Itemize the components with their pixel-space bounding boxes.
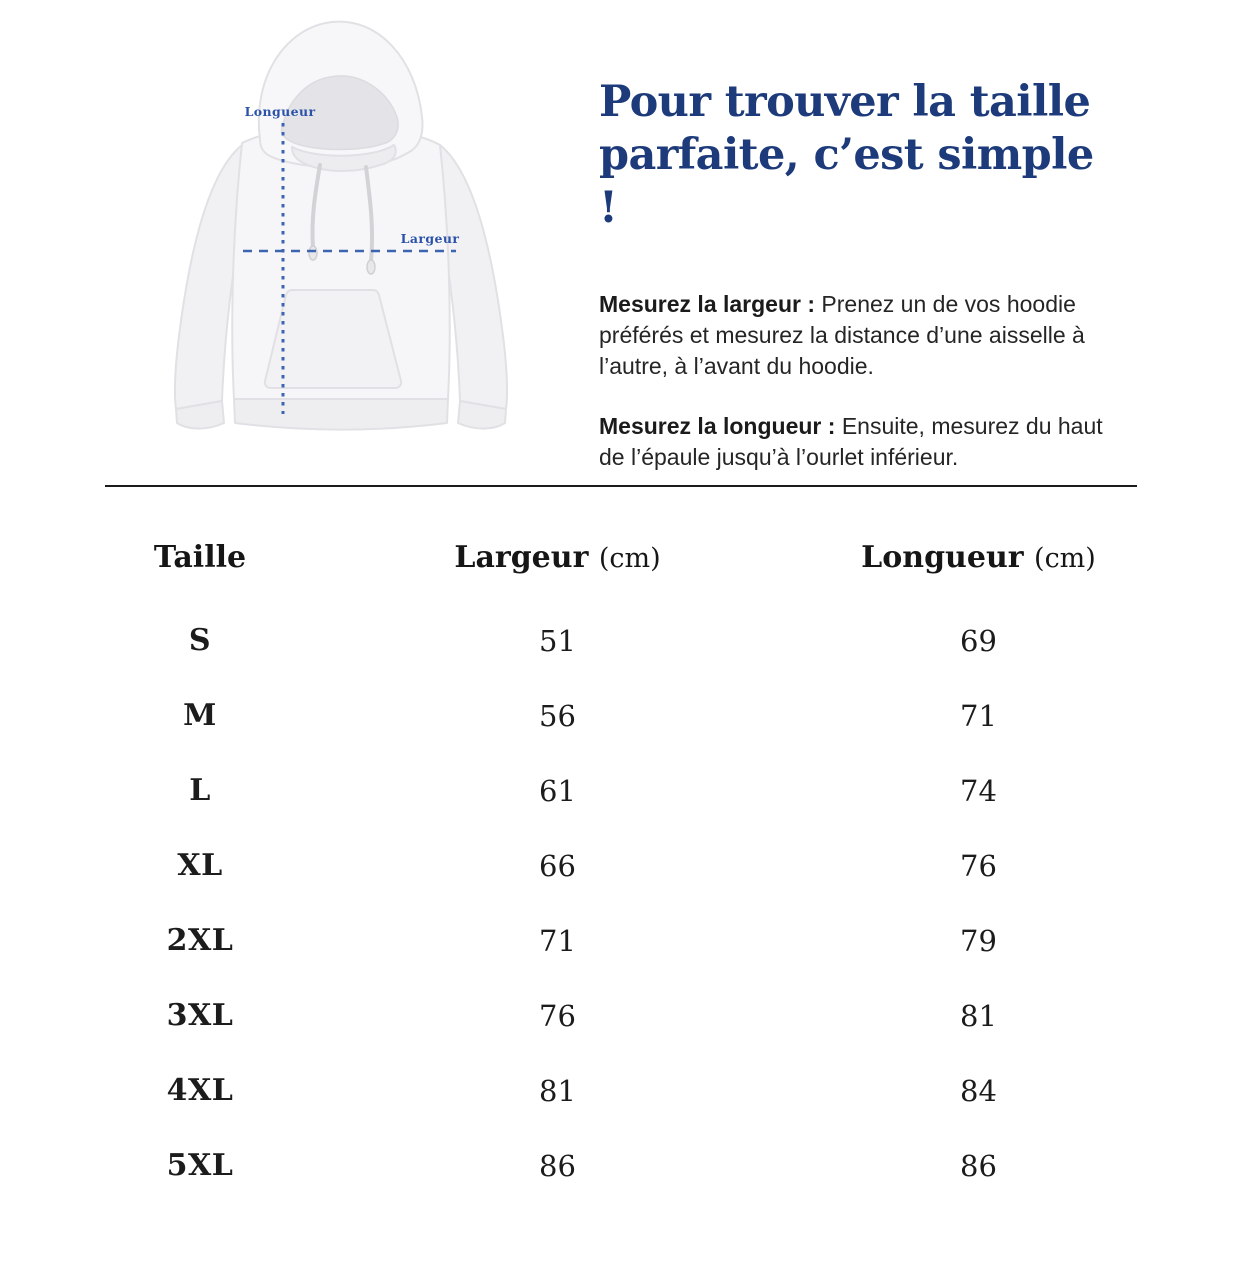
hoodie-hem-band — [234, 399, 448, 430]
length-cell: 69 — [960, 623, 997, 658]
width-cell: 56 — [539, 698, 576, 733]
width-cell: 61 — [539, 773, 576, 808]
hoodie-pocket — [265, 290, 401, 388]
measure-length-lead: Mesurez la longueur : — [599, 413, 836, 439]
length-cell: 84 — [960, 1073, 997, 1108]
size-cell: S — [188, 623, 212, 658]
table-row — [105, 1053, 1137, 1128]
hoodie-drawstring-left-tip — [309, 246, 317, 260]
hoodie-illustration — [160, 8, 522, 442]
hoodie-measurement-figure — [160, 8, 522, 442]
size-cell: 4XL — [166, 1073, 234, 1108]
table-row — [105, 678, 1137, 753]
table-row — [105, 1128, 1137, 1203]
width-cell: 76 — [539, 998, 576, 1033]
size-table-rows — [105, 603, 1137, 1203]
width-cell: 81 — [539, 1073, 576, 1108]
size-cell: M — [183, 698, 217, 733]
size-cell: 5XL — [166, 1148, 234, 1183]
column-header-taille: Taille — [153, 539, 247, 575]
size-guide-title: Pour trouver la taille parfaite, c’est simple ! — [599, 77, 1094, 233]
width-cell: 71 — [539, 923, 576, 958]
length-cell: 86 — [960, 1148, 997, 1183]
sizing-instructions — [599, 76, 1144, 496]
table-row — [105, 978, 1137, 1053]
largeur-unit: (cm) — [598, 542, 661, 574]
table-row — [105, 603, 1137, 678]
longueur-annotation-label: Longueur — [244, 104, 316, 119]
length-cell: 74 — [960, 773, 997, 808]
length-cell: 79 — [960, 923, 997, 958]
size-cell: 3XL — [166, 998, 234, 1033]
size-table-header — [105, 537, 1137, 577]
measure-length-paragraph — [599, 411, 1113, 473]
hoodie-drawstring-right-tip — [367, 260, 375, 274]
measure-width-paragraph — [599, 289, 1113, 382]
table-row — [105, 828, 1137, 903]
column-header-longueur: Longueur (cm) — [861, 539, 1096, 575]
size-table — [105, 485, 1137, 1203]
section-divider — [105, 485, 1137, 487]
width-cell: 86 — [539, 1148, 576, 1183]
width-cell: 51 — [539, 623, 576, 658]
length-cell: 71 — [960, 698, 997, 733]
width-cell: 66 — [539, 848, 576, 883]
measure-width-lead: Mesurez la largeur : — [599, 291, 816, 317]
measure-width-text: Prenez un de vos hoodie préférés et mesurez la distance d’une aisselle à l’autre, à l’avant du hoodie. — [599, 291, 1085, 379]
longueur-unit: (cm) — [1034, 542, 1096, 574]
size-guide-header-section — [0, 0, 1242, 486]
table-row — [105, 753, 1137, 828]
size-cell: XL — [177, 848, 223, 883]
column-header-largeur: Largeur (cm) — [454, 539, 661, 575]
size-cell: L — [189, 773, 211, 808]
table-row — [105, 903, 1137, 978]
largeur-annotation-label: Largeur — [400, 231, 460, 246]
length-cell: 81 — [960, 998, 997, 1033]
measure-length-text: Ensuite, mesurez du haut de l’épaule jusqu’à l’ourlet inférieur. — [599, 413, 1103, 470]
length-cell: 76 — [960, 848, 997, 883]
size-cell: 2XL — [166, 923, 234, 958]
